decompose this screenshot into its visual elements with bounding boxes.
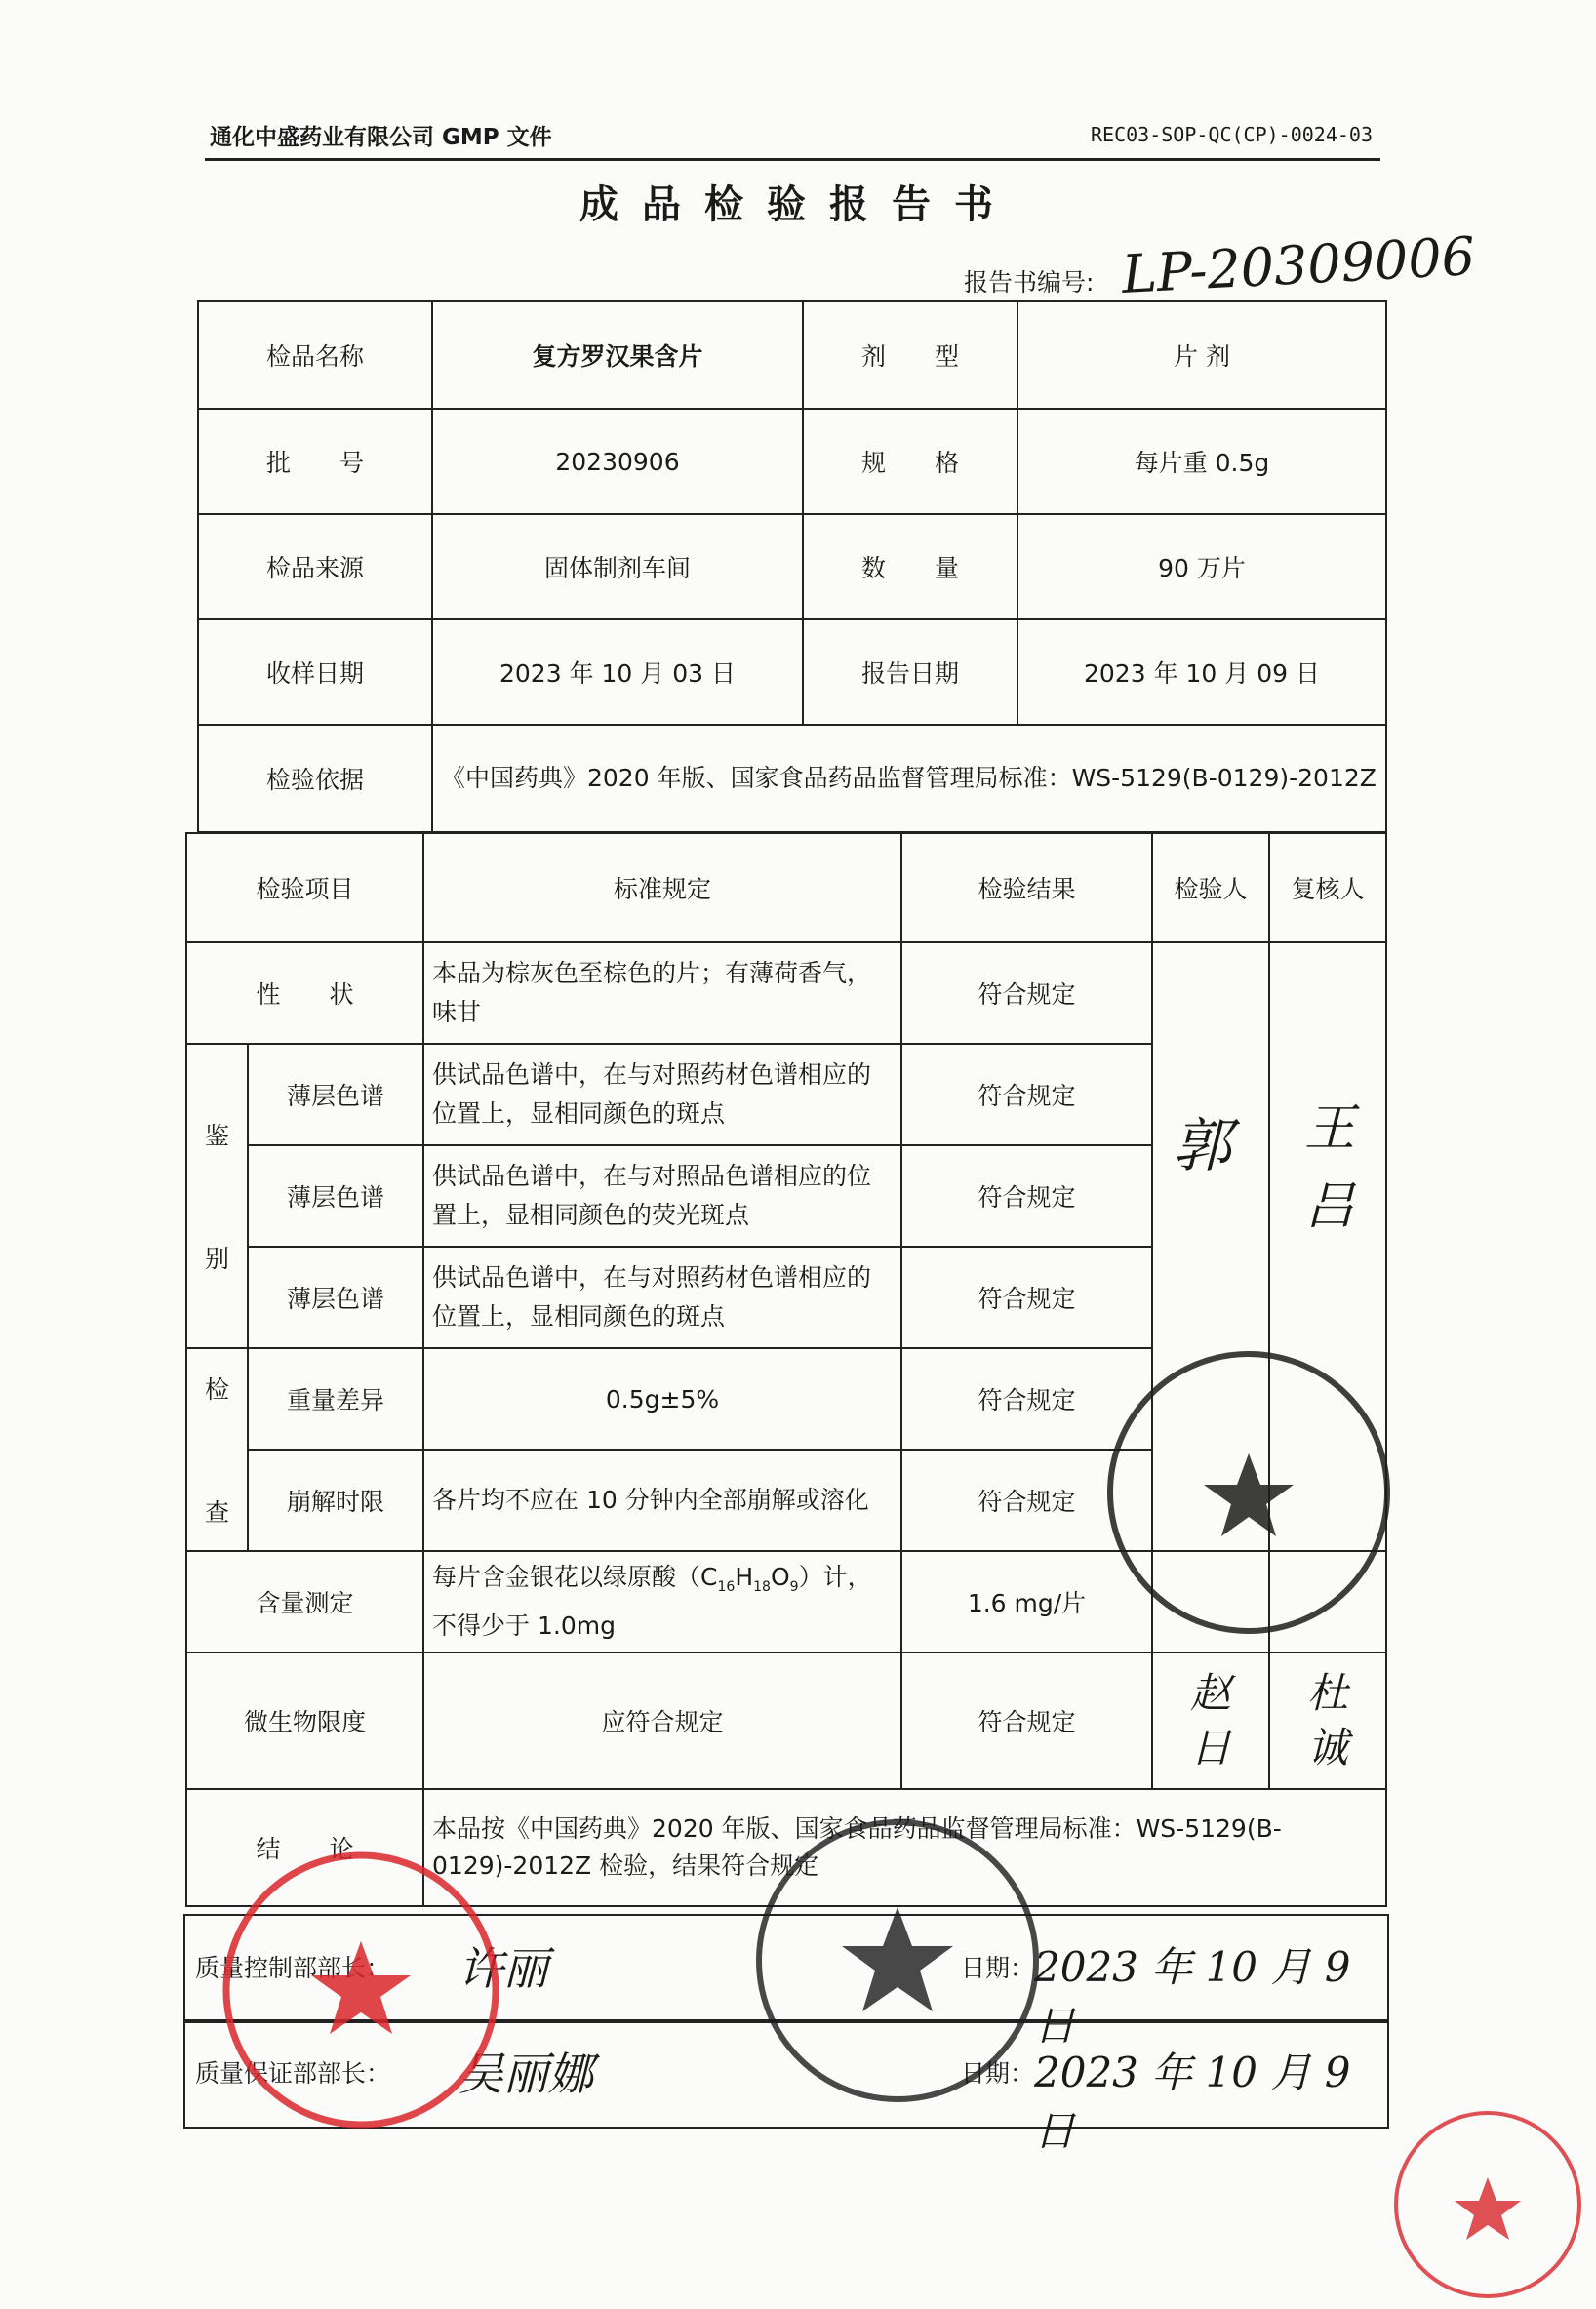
micro-result: 符合规定 bbox=[901, 1652, 1152, 1789]
tlc2-standard: 供试品色谱中，在与对照品色谱相应的位置上，显相同颜色的荧光斑点 bbox=[423, 1145, 901, 1247]
basis-label: 检验依据 bbox=[198, 725, 432, 832]
dosage-form: 片 剂 bbox=[1017, 301, 1386, 409]
check-char-2: 查 bbox=[204, 1498, 229, 1527]
qa-head-label: 质量保证部部长： bbox=[195, 2059, 391, 2088]
micro-inspector-signature: 赵 日 bbox=[1152, 1652, 1269, 1789]
ident-char-1: 鉴 bbox=[204, 1122, 229, 1150]
tlc3-standard: 供试品色谱中，在与对照药材色谱相应的位置上，显相同颜色的斑点 bbox=[423, 1247, 901, 1348]
weight-label: 重量差异 bbox=[248, 1348, 423, 1450]
sample-date-label: 收样日期 bbox=[198, 619, 432, 725]
batch-no: 20230906 bbox=[432, 409, 803, 514]
qa-head-signature: 吴丽娜 bbox=[459, 2048, 593, 2100]
spec: 每片重 0.5g bbox=[1017, 409, 1386, 514]
product-name: 复方罗汉果含片 bbox=[432, 301, 803, 409]
qc-date-label: 日期： bbox=[961, 1954, 1035, 1982]
disint-label: 崩解时限 bbox=[248, 1450, 423, 1551]
col-standard: 标准规定 bbox=[423, 833, 901, 942]
report-no-value: LP-20309006 bbox=[1120, 225, 1477, 305]
micro-standard: 应符合规定 bbox=[423, 1652, 901, 1789]
page-title: 成品检验报告书 bbox=[579, 182, 1017, 227]
inspector-signature: 郭 bbox=[1173, 1112, 1232, 1180]
micro-reviewer-signature: 杜 诚 bbox=[1269, 1652, 1386, 1789]
col-item: 检验项目 bbox=[186, 833, 423, 942]
sample-date: 2023 年 10 月 03 日 bbox=[432, 619, 803, 725]
name-label: 检品名称 bbox=[198, 301, 432, 409]
spec-label: 规 格 bbox=[803, 409, 1017, 514]
assay-h: H bbox=[735, 1563, 754, 1591]
appearance-label: 性 状 bbox=[186, 942, 423, 1044]
source: 固体制剂车间 bbox=[432, 514, 803, 619]
weight-result: 符合规定 bbox=[901, 1348, 1152, 1450]
tlc2-result: 符合规定 bbox=[901, 1145, 1152, 1247]
tlc3-result: 符合规定 bbox=[901, 1247, 1152, 1348]
disint-standard: 各片均不应在 10 分钟内全部崩解或溶化 bbox=[423, 1450, 901, 1551]
qa-date: 2023 年 10 月 9 日 bbox=[1034, 2049, 1351, 2155]
qty-label: 数 量 bbox=[803, 514, 1017, 619]
appearance-result: 符合规定 bbox=[901, 942, 1152, 1044]
document-header bbox=[205, 115, 1380, 161]
col-result: 检验结果 bbox=[901, 833, 1152, 942]
qc-seal-upper bbox=[1102, 1346, 1395, 1639]
conclusion-text: 本品按《中国药典》2020 年版、国家食品药品监督管理局标准：WS-5129(B-0129)-2012Z 检验，结果符合规定 bbox=[423, 1789, 1386, 1906]
doc-code: REC03-SOP-QC(CP)-0024-03 bbox=[1091, 123, 1373, 146]
report-no-label: 报告书编号: bbox=[964, 268, 1095, 297]
micro-label: 微生物限度 bbox=[186, 1652, 423, 1789]
qc-date: 2023 年 10 月 9 日 bbox=[1034, 1943, 1351, 2050]
basis-text: 《中国药典》2020 年版、国家食品药品监督管理局标准：WS-5129(B-0129)-2012Z bbox=[432, 725, 1386, 832]
assay-label: 含量测定 bbox=[186, 1551, 423, 1652]
assay-standard bbox=[423, 1551, 901, 1652]
report-date: 2023 年 10 月 09 日 bbox=[1017, 619, 1386, 725]
tlc2-label: 薄层色谱 bbox=[248, 1145, 423, 1247]
assay-sub-c: 16 bbox=[717, 1579, 736, 1595]
tlc1-standard: 供试品色谱中，在与对照药材色谱相应的位置上，显相同颜色的斑点 bbox=[423, 1044, 901, 1145]
assay-sub-o: 9 bbox=[789, 1579, 799, 1595]
weight-standard: 0.5g±5% bbox=[423, 1348, 901, 1450]
qa-date-label: 日期： bbox=[961, 2059, 1035, 2088]
qc-head-signature: 许丽 bbox=[459, 1942, 548, 1995]
tlc3-label: 薄层色谱 bbox=[248, 1247, 423, 1348]
assay-standard-post: ）计，不得少于 1.0mg bbox=[432, 1563, 872, 1640]
check-group-label bbox=[186, 1348, 248, 1551]
assay-sub-h: 18 bbox=[753, 1579, 771, 1595]
qc-head-label: 质量控制部部长： bbox=[195, 1954, 391, 1982]
assay-standard-pre: 每片含金银花以绿原酸（C bbox=[432, 1563, 718, 1591]
corner-red-seal bbox=[1390, 2107, 1585, 2302]
batch-label: 批 号 bbox=[198, 409, 432, 514]
quantity: 90 万片 bbox=[1017, 514, 1386, 619]
check-char-1: 检 bbox=[204, 1375, 229, 1404]
reviewer-signature: 王 吕 bbox=[1304, 1099, 1356, 1236]
red-company-seal bbox=[219, 1849, 502, 2131]
conclusion-label: 结 论 bbox=[186, 1789, 423, 1906]
report-date-label: 报告日期 bbox=[803, 619, 1017, 725]
tlc1-label: 薄层色谱 bbox=[248, 1044, 423, 1145]
tlc1-result: 符合规定 bbox=[901, 1044, 1152, 1145]
form-label: 剂 型 bbox=[803, 301, 1017, 409]
disint-result: 符合规定 bbox=[901, 1450, 1152, 1551]
ident-group-label bbox=[186, 1044, 248, 1348]
qc-seal-lower bbox=[751, 1814, 1044, 2107]
assay-result: 1.6 mg/片 bbox=[901, 1551, 1152, 1652]
ident-char-2: 别 bbox=[204, 1245, 229, 1273]
col-reviewer: 复核人 bbox=[1269, 833, 1386, 942]
assay-o: O bbox=[770, 1563, 790, 1591]
appearance-standard: 本品为棕灰色至棕色的片；有薄荷香气，味甘 bbox=[423, 942, 901, 1044]
info-table bbox=[197, 300, 1387, 833]
source-label: 检品来源 bbox=[198, 514, 432, 619]
col-inspector: 检验人 bbox=[1152, 833, 1269, 942]
company-doc-label: 通化中盛药业有限公司 GMP 文件 bbox=[210, 125, 552, 150]
